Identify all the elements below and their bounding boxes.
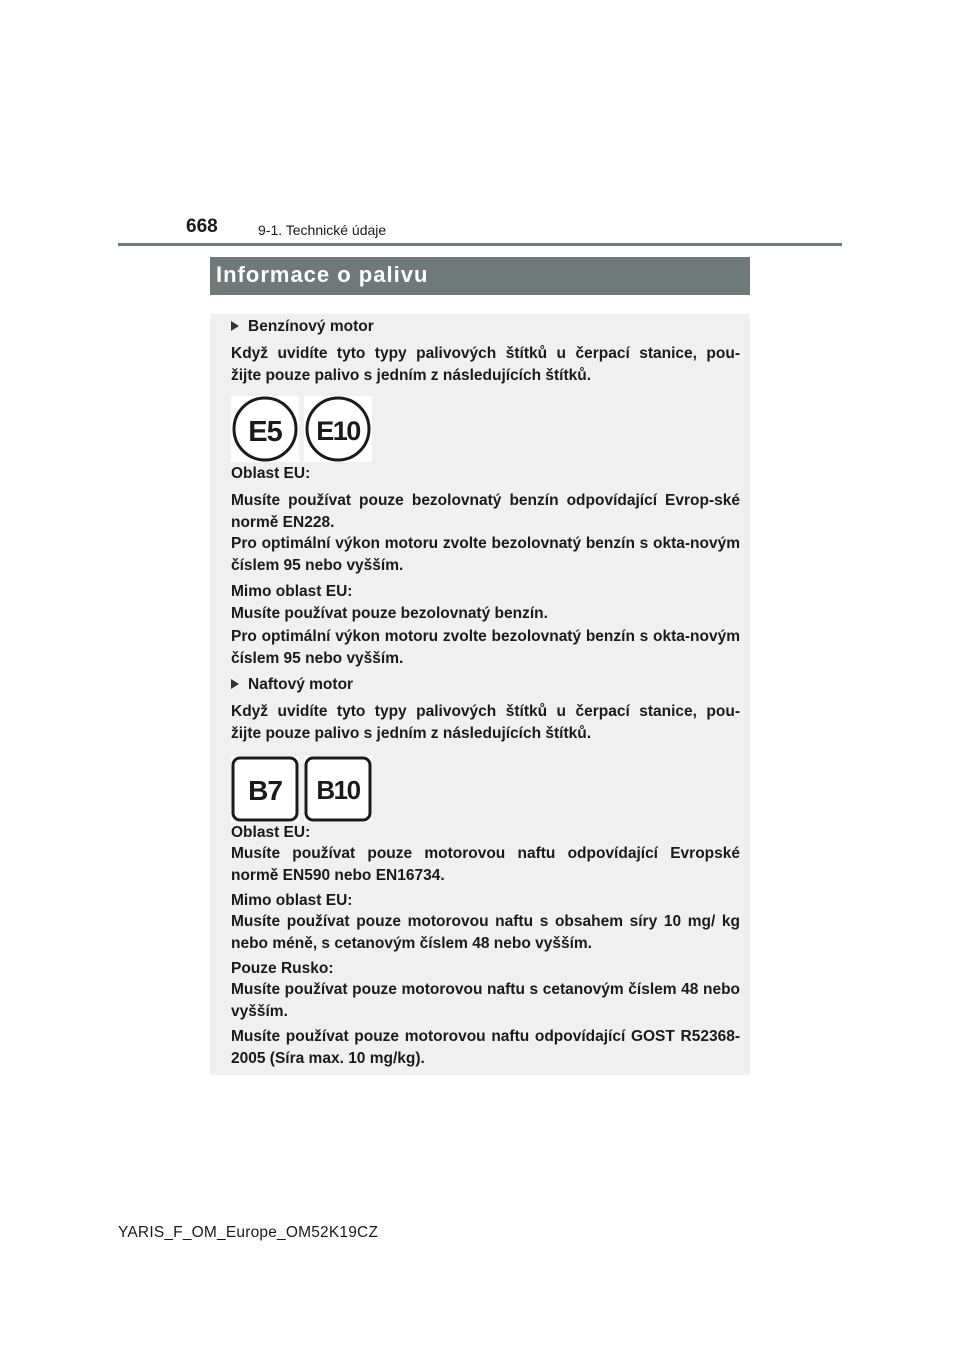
diesel-heading bbox=[231, 674, 353, 696]
section-reference: 9-1. Technické údaje bbox=[258, 222, 387, 238]
fuel-label-e10-text: E10 bbox=[316, 416, 360, 446]
petrol-noneu-heading: Mimo oblast EU: bbox=[231, 583, 353, 600]
page-number: 668 bbox=[186, 216, 218, 237]
petrol-heading bbox=[231, 316, 374, 338]
petrol-intro-line-2: žijte pouze palivo s jedním z následujících štítků. bbox=[231, 367, 592, 384]
header-rule bbox=[118, 243, 842, 246]
fuel-label-e5-text: E5 bbox=[248, 416, 282, 448]
petrol-intro-line-1: Když uvidíte tyto typy palivových štítků u čerpací stanice, pou- bbox=[231, 345, 740, 362]
petrol-eu-heading: Oblast EU: bbox=[231, 465, 311, 482]
fuel-label-e5 bbox=[231, 396, 299, 462]
diesel-gost-text: Musíte používat pouze motorovou naftu odpovídající GOST R52368-2005 (Síra max. 10 mg/kg). bbox=[231, 1028, 740, 1067]
diesel-eu-heading: Oblast EU: bbox=[231, 824, 311, 841]
fuel-label-b7 bbox=[231, 756, 299, 822]
diesel-intro bbox=[231, 701, 740, 745]
diesel-intro-line-1: Když uvidíte tyto typy palivových štítků u čerpací stanice, pou- bbox=[231, 703, 740, 720]
petrol-intro bbox=[231, 343, 740, 387]
petrol-eu-text-2: Pro optimální výkon motoru zvolte bezolovnatý benzín s okta-novým číslem 95 nebo vyšším. bbox=[231, 535, 740, 574]
petrol-noneu-text: Musíte používat pouze bezolovnatý benzín. bbox=[231, 605, 548, 622]
diesel-noneu-heading: Mimo oblast EU: bbox=[231, 892, 353, 909]
triangle-bullet-icon bbox=[231, 321, 239, 331]
diesel-noneu-text: Musíte používat pouze motorovou naftu s obsahem síry 10 mg/ kg nebo méně, s cetanovým číslem 48 nebo vyšším. bbox=[231, 913, 740, 952]
petrol-eu-text: Musíte používat pouze bezolovnatý benzín odpovídající Evrop-ské normě EN228. bbox=[231, 492, 740, 531]
diesel-heading-text: Naftový motor bbox=[248, 676, 354, 693]
fuel-label-b7-text: B7 bbox=[248, 775, 282, 806]
diesel-intro-line-2: žijte pouze palivo s jedním z následujících štítků. bbox=[231, 725, 592, 742]
triangle-bullet-icon bbox=[231, 679, 239, 689]
diesel-russia-text: Musíte používat pouze motorovou naftu s cetanovým číslem 48 nebo vyšším. bbox=[231, 981, 740, 1020]
footer-code: YARIS_F_OM_Europe_OM52K19CZ bbox=[118, 1224, 379, 1241]
fuel-label-e10 bbox=[304, 396, 372, 462]
page-title: Informace o palivu bbox=[216, 262, 429, 287]
petrol-noneu-text-2: Pro optimální výkon motoru zvolte bezolovnatý benzín s okta-novým číslem 95 nebo vyšším. bbox=[231, 628, 740, 667]
diesel-eu-text: Musíte používat pouze motorovou naftu odpovídající Evropské normě EN590 nebo EN16734. bbox=[231, 845, 740, 884]
diesel-russia-heading: Pouze Rusko: bbox=[231, 960, 334, 977]
petrol-heading-text: Benzínový motor bbox=[248, 318, 374, 335]
fuel-label-b10 bbox=[304, 756, 372, 822]
fuel-label-b10-text: B10 bbox=[316, 775, 360, 805]
title-bar bbox=[210, 257, 750, 295]
